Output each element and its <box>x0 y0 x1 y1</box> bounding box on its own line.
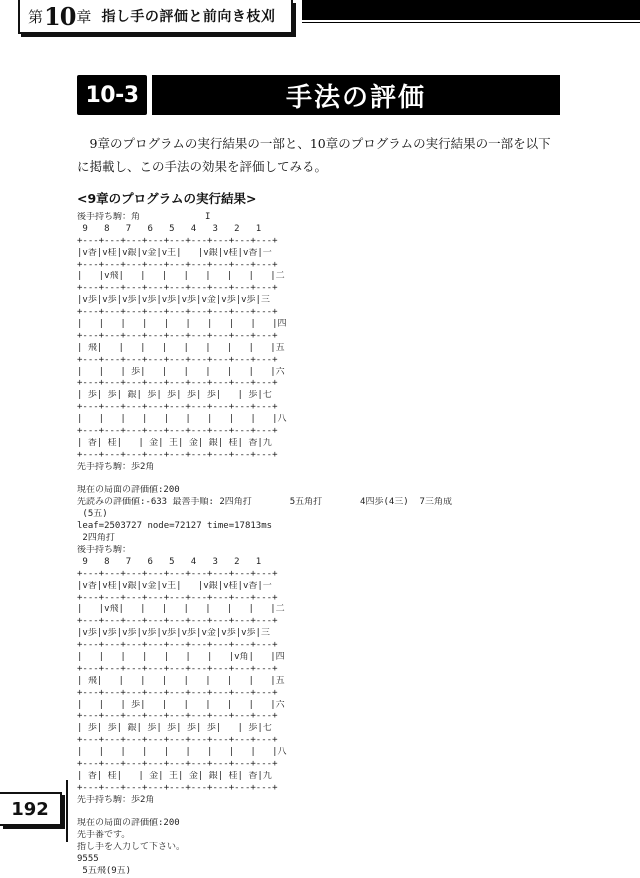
console-line: 先手番です。 <box>77 830 131 841</box>
console-line: +---+---+---+---+---+---+---+---+---+ <box>77 687 278 698</box>
console-line: +---+---+---+---+---+---+---+---+---+ <box>77 402 278 413</box>
console-line: +---+---+---+---+---+---+---+---+---+ <box>77 758 278 769</box>
console-line: | | | | | | | | | |八 <box>77 747 287 758</box>
console-line: | | | 歩| | | | | | |六 <box>77 699 285 710</box>
console-line <box>77 474 567 486</box>
console-line: | 飛| | | | | | | | |五 <box>77 675 285 686</box>
console-line: | | | | | | | | | |四 <box>77 319 287 330</box>
console-line: |v歩|v歩|v歩|v歩|v歩|v歩|v金|v歩|v歩|三 <box>77 628 270 639</box>
console-line: 2四角打 <box>77 533 115 544</box>
console-line: +---+---+---+---+---+---+---+---+---+ <box>77 378 278 389</box>
console-line: | 香| 桂| | 金| 王| 金| 銀| 桂| 香|九 <box>77 770 272 781</box>
console-line: +---+---+---+---+---+---+---+---+---+ <box>77 735 278 746</box>
console-line: | 飛| | | | | | | | |五 <box>77 342 285 353</box>
console-line: 9 8 7 6 5 4 3 2 1 <box>77 556 262 567</box>
console-line: +---+---+---+---+---+---+---+---+---+ <box>77 235 278 246</box>
console-line: | | | 歩| | | | | | |六 <box>77 366 285 377</box>
page-number: 192 <box>0 792 62 826</box>
console-line: 後手持ち駒： <box>77 544 132 555</box>
console-line: | | | | | | | |v角| |四 <box>77 651 285 662</box>
console-line: |v香|v桂|v銀|v金|v王| |v銀|v桂|v香|一 <box>77 580 272 591</box>
result-heading: <9章のプログラムの実行結果> <box>77 191 257 206</box>
console-line: +---+---+---+---+---+---+---+---+---+ <box>77 330 278 341</box>
console-line: +---+---+---+---+---+---+---+---+---+ <box>77 640 278 651</box>
header-rule <box>302 22 640 23</box>
chapter-suffix: 章 <box>76 7 92 26</box>
chapter-title: 指し手の評価と前向き枝刈 <box>101 9 276 25</box>
console-line: +---+---+---+---+---+---+---+---+---+ <box>77 782 278 793</box>
console-line: |v香|v桂|v銀|v金|v王| |v銀|v桂|v香|一 <box>77 247 272 258</box>
console-line <box>77 807 567 819</box>
footer-rule <box>66 780 68 842</box>
console-line: | 歩| 歩| 銀| 歩| 歩| 歩| 歩| | 歩|七 <box>77 723 272 734</box>
console-line: +---+---+---+---+---+---+---+---+---+ <box>77 711 278 722</box>
console-line: 先読みの評価値:-633 最善手順: 2四角打 5五角打 4四歩(4三) 7三角成 <box>77 497 452 508</box>
console-line: |v歩|v歩|v歩|v歩|v歩|v歩|v金|v歩|v歩|三 <box>77 295 270 306</box>
console-line: | 香| 桂| | 金| 王| 金| 銀| 桂| 香|九 <box>77 437 272 448</box>
console-line: 先手持ち駒：歩2角 <box>77 794 155 805</box>
console-line: +---+---+---+---+---+---+---+---+---+ <box>77 259 278 270</box>
console-line: 先手持ち駒：歩2角 <box>77 461 155 472</box>
chapter-prefix: 第 <box>28 7 44 26</box>
console-line: 指し手を入力して下さい。 <box>77 842 186 853</box>
console-line: 現在の局面の評価値:200 <box>77 485 180 496</box>
console-line: 後手持ち駒：角 I <box>77 212 211 222</box>
intro-paragraph: 9章のプログラムの実行結果の一部と、10章のプログラムの実行結果の一部を以下に掲載し、この手法の効果を評価してみる。 <box>77 136 551 174</box>
console-line: +---+---+---+---+---+---+---+---+---+ <box>77 663 278 674</box>
console-line: | |v飛| | | | | | | |二 <box>77 604 285 615</box>
console-line: leaf=2503727 node=72127 time=17813ms <box>77 521 273 532</box>
console-line: +---+---+---+---+---+---+---+---+---+ <box>77 307 278 318</box>
console-output <box>77 212 567 878</box>
console-line: +---+---+---+---+---+---+---+---+---+ <box>77 426 278 437</box>
chapter-header <box>0 0 640 46</box>
chapter-label-box <box>18 0 293 34</box>
console-line: +---+---+---+---+---+---+---+---+---+ <box>77 283 278 294</box>
section-title: 手法の評価 <box>152 75 560 115</box>
console-line: | | | | | | | | | |八 <box>77 414 287 425</box>
console-line: +---+---+---+---+---+---+---+---+---+ <box>77 568 278 579</box>
console-line: +---+---+---+---+---+---+---+---+---+ <box>77 449 278 460</box>
console-line: +---+---+---+---+---+---+---+---+---+ <box>77 354 278 365</box>
console-line: | |v飛| | | | | | | |二 <box>77 271 285 282</box>
console-line: 5五飛(9五) <box>77 865 132 876</box>
console-line: 9555 <box>77 854 99 865</box>
chapter-number: 10 <box>44 1 76 31</box>
section-number: 10-3 <box>77 75 147 115</box>
console-line: 9 8 7 6 5 4 3 2 1 <box>77 223 262 234</box>
console-line: 現在の局面の評価値:200 <box>77 818 180 829</box>
header-black-bar <box>302 0 640 20</box>
console-line: (5五) <box>77 509 108 520</box>
console-line: +---+---+---+---+---+---+---+---+---+ <box>77 616 278 627</box>
console-line: +---+---+---+---+---+---+---+---+---+ <box>77 592 278 603</box>
console-line: | 歩| 歩| 銀| 歩| 歩| 歩| 歩| | 歩|七 <box>77 390 272 401</box>
